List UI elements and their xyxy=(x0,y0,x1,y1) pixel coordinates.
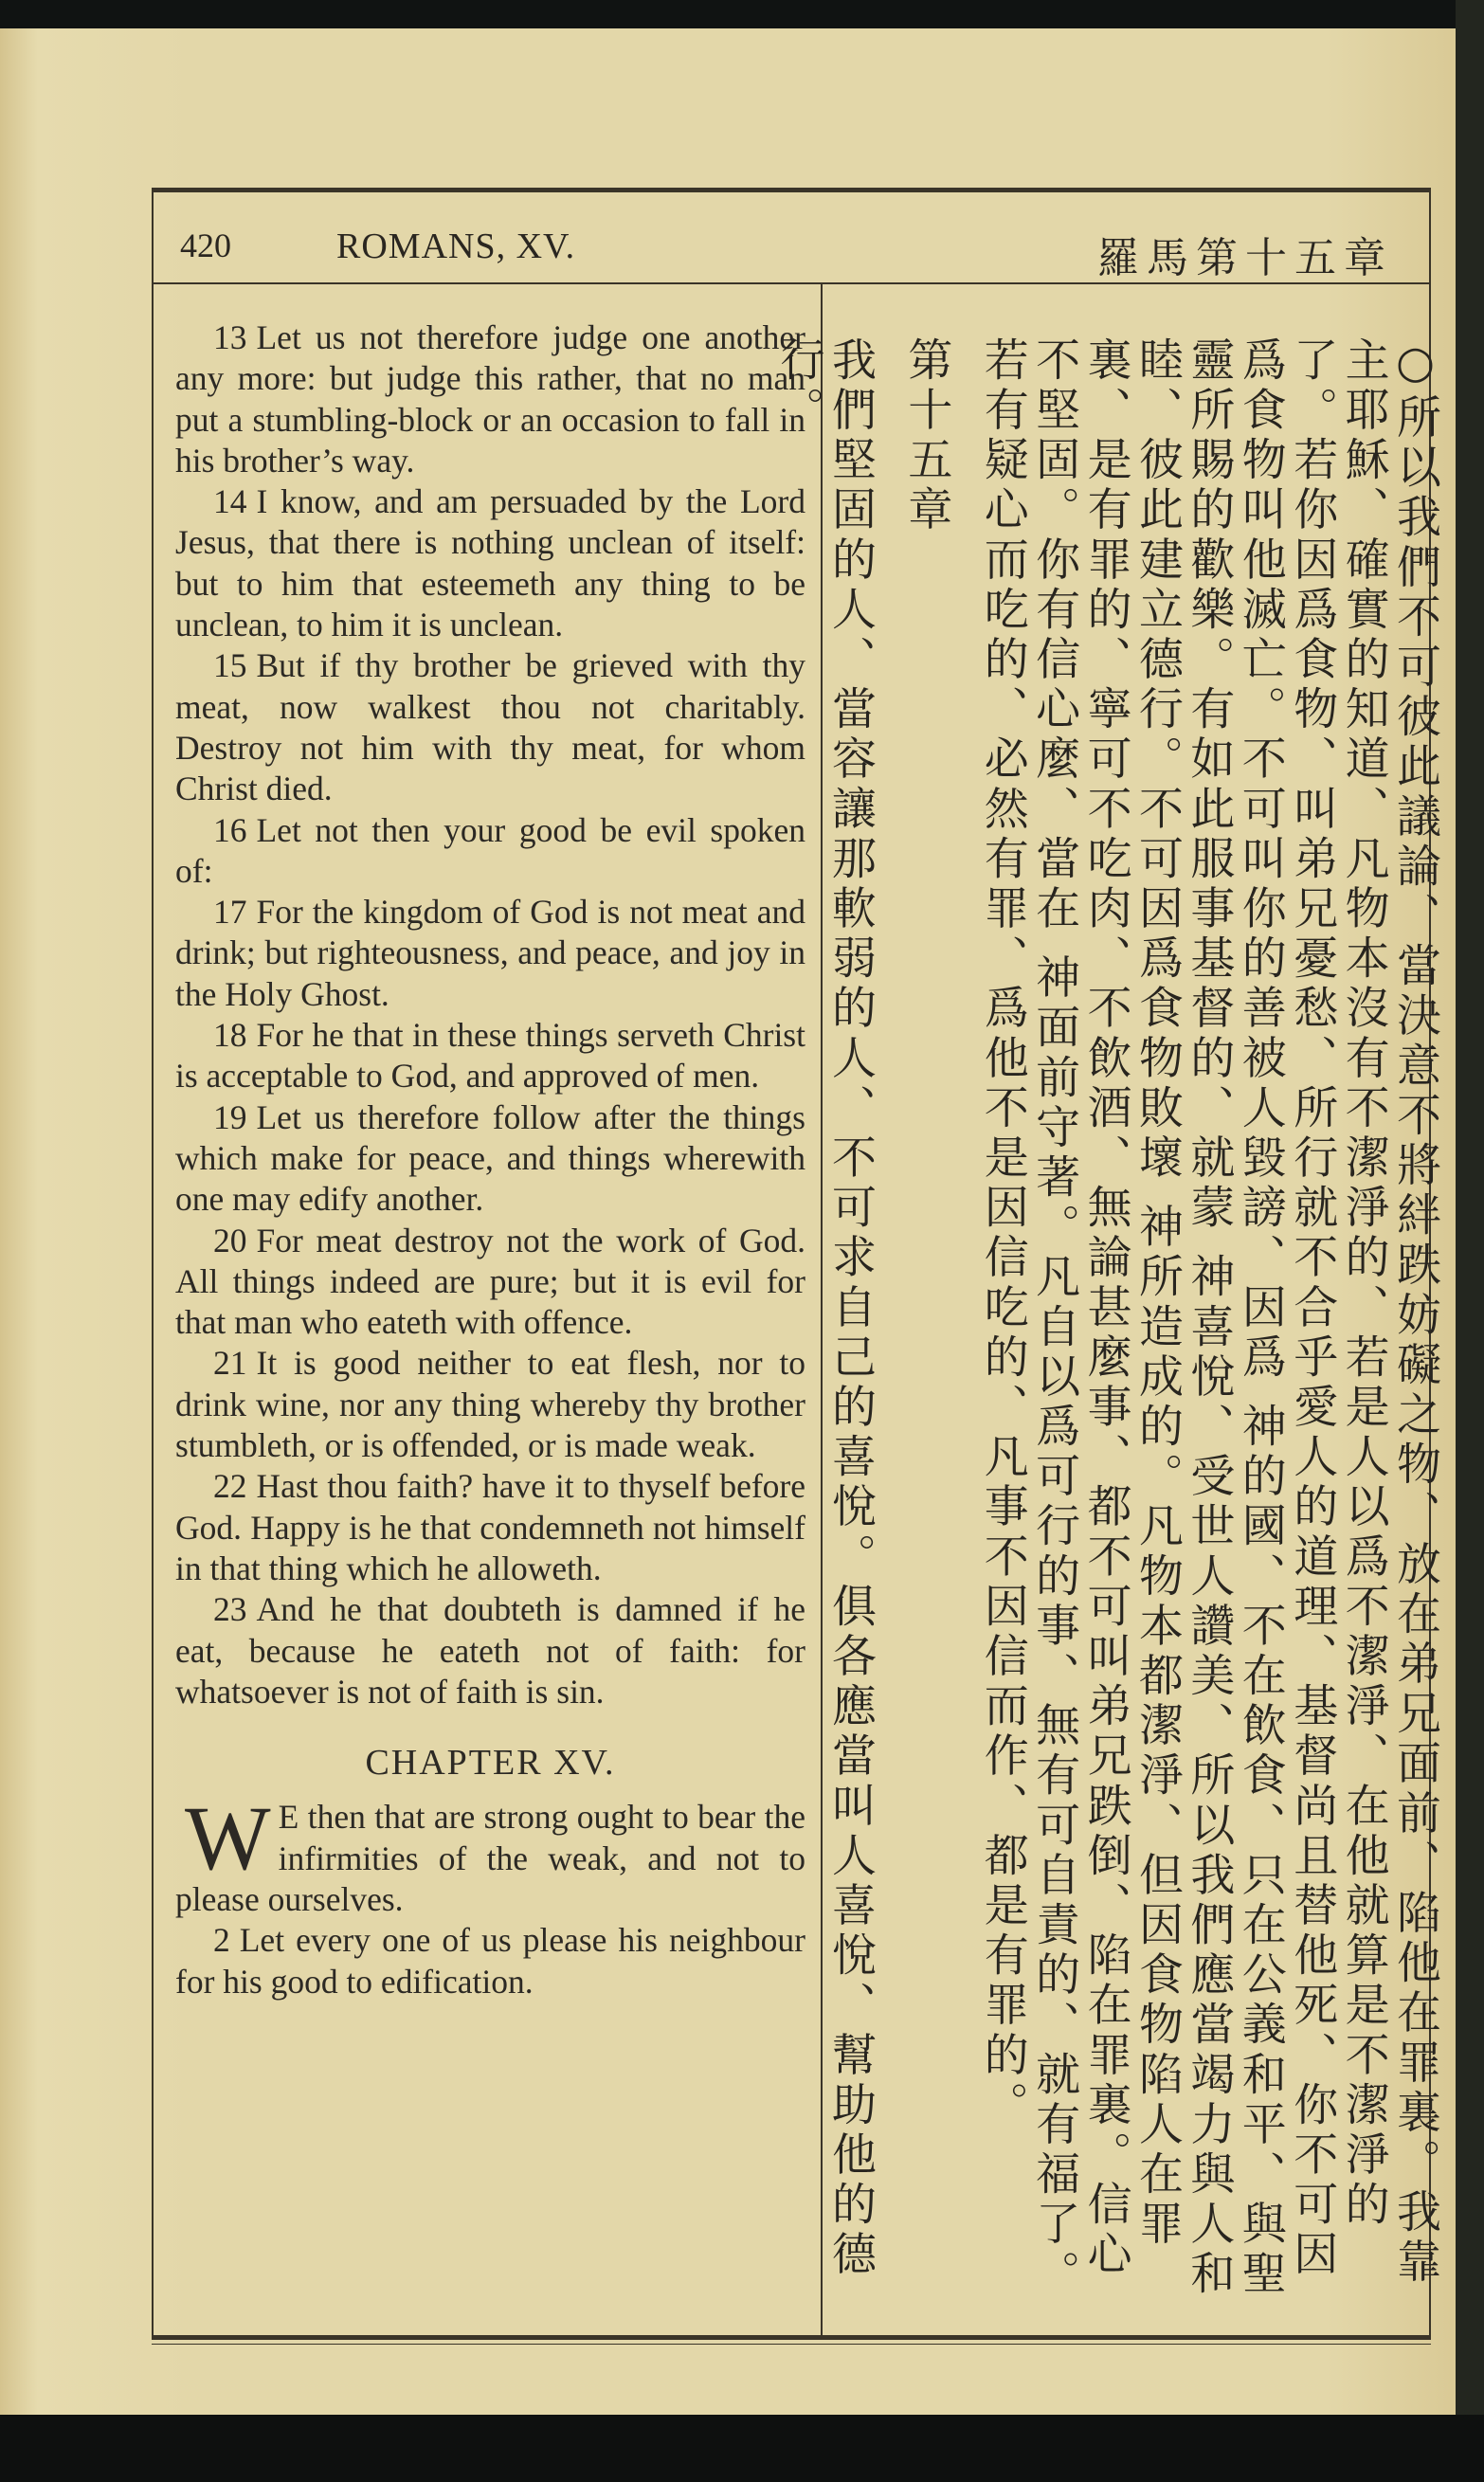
frame-bottom-line-thin xyxy=(152,2344,1431,2345)
frame-left-line xyxy=(152,188,154,2339)
running-head-chinese: 羅馬第十五章 xyxy=(1097,234,1393,282)
verse-19: 19 Let us therefore follow after the things which make for peace, and things wherewith one may edify another. xyxy=(175,1097,805,1219)
frame-bottom-line xyxy=(152,2335,1431,2340)
scan-right-edge xyxy=(1456,0,1484,2482)
verse-22: 22 Hast thou faith? have it to thyself before God. Happy is he that condemneth not himself in that thing which he alloweth. xyxy=(175,1467,805,1587)
book-page xyxy=(0,28,1459,2417)
page-number: 420 xyxy=(180,226,231,264)
verse-17: 17 For the kingdom of God is not meat and drink; but righteousness, and peace, and joy in the Holy Ghost. xyxy=(175,893,805,1013)
running-head-english: ROMANS, XV. xyxy=(336,226,576,266)
chapter-verse-2: 2 Let every one of us please his neighbour for his good to edification. xyxy=(175,1921,805,2001)
verse-20: 20 For meat destroy not the work of God. All things indeed are pure; but it is evil for that man who eateth with offence. xyxy=(175,1221,805,1342)
verse-15: 15 But if thy brother be grieved with thy meat, now walkest thou not charitably. Destroy not him with thy meat, for whom Christ died. xyxy=(175,646,805,808)
chinese-column xyxy=(772,336,1441,2308)
chapter-heading-english: CHAPTER XV. xyxy=(365,1743,616,1784)
drop-cap: W xyxy=(185,1787,271,1890)
verse-16: 16 Let not then your good be evil spoken of: xyxy=(175,810,805,890)
verse-13: 13 Let us not therefore judge one another any more: but judge this rather, that no man put a stumbling-block or an occasion to fall in his brother’s way. xyxy=(175,318,805,480)
page-header xyxy=(161,218,1421,284)
chapter-verse-1: W E then that are strong ought to bear the infirmities of the weak, and not to please ourselves. xyxy=(175,1787,805,1918)
frame-top-line xyxy=(152,188,1431,192)
chinese-chapter-15-text: 我們堅固的人、當容讓那軟弱的人、不可求自己的喜悅。俱各應當叫人喜悅、幫助他的德行。 xyxy=(772,336,877,2281)
verse-18: 18 For he that in these things serveth Christ is acceptable to God, and approved of men. xyxy=(175,1016,805,1096)
chapter-heading-chinese: 第十五章 xyxy=(900,336,953,536)
english-column xyxy=(175,317,805,2002)
scan-top-edge xyxy=(0,0,1484,30)
chinese-verses-14-23: ○所以我們不可彼此議論、當決意不將絆跌妨礙之物、放在弟兄面前、陷他在罪裏。我靠主耶穌、確實的知道、凡物本沒有不潔淨的、若是人以爲不潔淨、在他就算是不潔淨的了。若你因爲食物、叫弟兄憂愁、所行就不合乎愛人的道理、基督尚且替他死、你不可因爲食物叫他滅亡。不可叫你的善被人毀謗、因爲 神的國、不在飲食、只在公義和平、與聖靈所賜的歡樂。有如此服事基督的、就蒙 神喜悅、受世人讚美、所以我們應當竭力與人和睦、彼此建立德行。不可因爲食物敗壞 神所造成的。凡物本都潔淨、但因食物陷人在罪裏、是有罪的、寧可不吃肉、不飲酒、無論甚麼事、都不可叫弟兄跌倒、陷在罪裏。信心不堅固。你有信心麼、當在 神面前守著。凡自以爲可行的事、無有可自責的、就有福了。若有疑心而吃的、必然有罪、爲他不是因信吃的、凡事不因信而作、都是有罪的。 xyxy=(976,336,1441,2300)
scan-bottom-edge xyxy=(0,2415,1484,2482)
verse-21: 21 It is good neither to eat flesh, nor to drink wine, nor any thing whereby thy brother stumbleth, or is offended, or is made weak. xyxy=(175,1344,805,1465)
verse-14: 14 I know, and am persuaded by the Lord Jesus, that there is nothing unclean of itself: but to him that esteemeth any thing to be unclean, to him it is unclean. xyxy=(175,482,805,644)
verse-23: 23 And he that doubteth is damned if he eat, because he eateth not of faith: for whatsoever is not of faith is sin. xyxy=(175,1590,805,1711)
